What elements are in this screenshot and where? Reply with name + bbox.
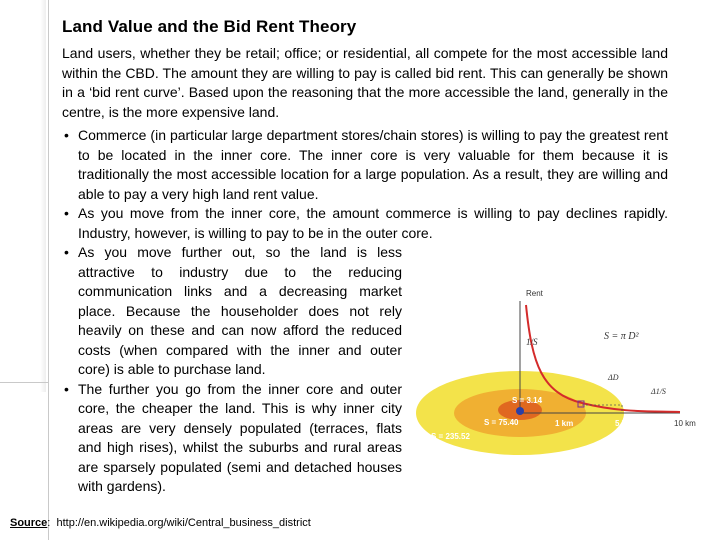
distance-10km-label: 10 km xyxy=(674,419,696,428)
left-margin-shade xyxy=(40,0,46,392)
rent-axis-label: Rent xyxy=(526,289,543,298)
source-line xyxy=(10,517,311,529)
bid-rent-diagram xyxy=(412,265,712,470)
source-label: Source xyxy=(10,517,48,529)
area-small-label: S = 3.14 xyxy=(512,396,543,405)
area-formula-label: S = π D² xyxy=(604,331,639,342)
delta-ratio-label: Δ1/S xyxy=(651,387,666,396)
area-large-label: S = 235.52 xyxy=(431,432,470,441)
slide-title: Land Value and the Bid Rent Theory xyxy=(62,17,357,36)
bullet-commerce: • Commerce (in particular large department stores/chain stores) is willing to pay the greatest rent to be located in the inner core. The inner core is very valuable for them because it is traditionally the most accessible location for a large population. As a result, they are willing and able to pay a very high land rent value. xyxy=(62,126,668,204)
left-margin-rule xyxy=(48,0,49,540)
delta-d-label: ΔD xyxy=(608,373,619,382)
margin-divider xyxy=(0,382,48,383)
bullet-householder: • As you move further out, so the land is less attractive to industry due to the reducing communication links and a decreasing market place. Because the householder does not rely heavily on these and can now afford the reduced costs (when compared with the inner and outer core) is able to purchase land. xyxy=(62,243,402,380)
center-dot xyxy=(516,407,524,415)
source-colon: : xyxy=(47,517,51,529)
one-over-s-label: 1/S xyxy=(526,337,538,347)
bullet-land-price: • The further you go from the inner core and outer core, the cheaper the land. This is why inner city areas are very densely populated (terraces, flats and high rises), whilst the suburbs and rural areas are sparsely populated (semi and detached houses with gardens). xyxy=(62,380,402,497)
source-url[interactable]: http://en.wikipedia.org/wiki/Central_business_district xyxy=(56,517,311,529)
area-mid-label: S = 75.40 xyxy=(484,418,519,427)
bullet-industry: • As you move from the inner core, the amount commerce is willing to pay declines rapidly. Industry, however, is willing to pay to be in the outer core. xyxy=(62,204,668,243)
intro-paragraph: Land users, whether they be retail; office; or residential, all compete for the most accessible land within the CBD. The amount they are willing to pay is called bid rent. This can generally be shown in a ‘bid rent curve’. Based upon the reasoning that the more accessible the land, generally in the centre, is the more expensive land. xyxy=(62,45,668,120)
distance-1km-label: 1 km xyxy=(555,419,574,428)
distance-5km-label: 5 km xyxy=(615,419,634,428)
